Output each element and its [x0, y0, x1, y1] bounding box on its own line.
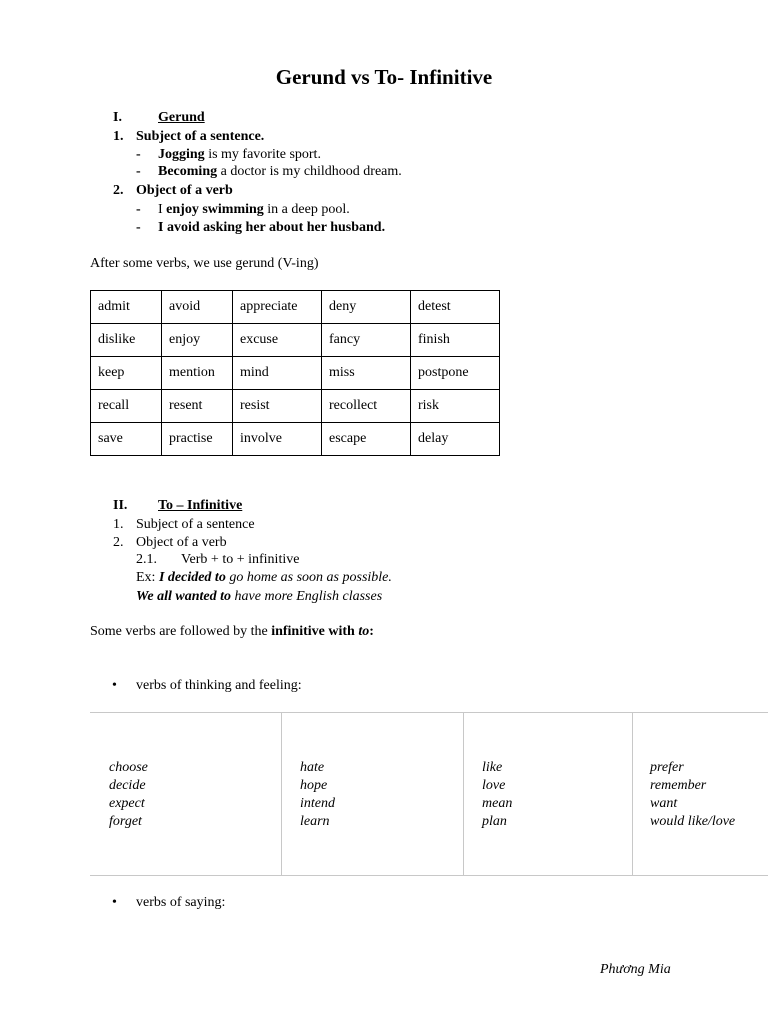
verb-column — [90, 713, 282, 875]
s1-ex1-dash: - — [136, 147, 141, 162]
footer-author: Phương Mia — [600, 962, 671, 977]
s1-item2-num: 2. — [113, 183, 124, 198]
s2-sub-num: 2.1. — [136, 552, 157, 567]
infinitive-intro-text: Some verbs are followed by the infinitive with to: — [90, 624, 374, 639]
table-cell: resent — [162, 390, 233, 423]
s2-item1-label: Subject of a sentence — [136, 517, 255, 532]
bullet-thinking-feeling: verbs of thinking and feeling: — [136, 678, 302, 693]
page-title: Gerund vs To- Infinitive — [275, 65, 493, 89]
section1-heading: Gerund — [158, 110, 205, 125]
s1-ex2: Becoming a doctor is my childhood dream. — [158, 164, 402, 179]
table-cell: escape — [322, 423, 411, 456]
table-cell: miss — [322, 357, 411, 390]
gerund-intro-text: After some verbs, we use gerund (V-ing) — [90, 256, 319, 271]
table-cell: postpone — [411, 357, 500, 390]
section2-heading: To – Infinitive — [158, 498, 243, 513]
verb-item: remember — [650, 778, 707, 793]
verb-item: decide — [109, 778, 146, 793]
table-cell: appreciate — [233, 291, 322, 324]
s2-item2-label: Object of a verb — [136, 535, 227, 550]
verb-item: like — [482, 760, 503, 775]
gerund-verbs-table — [90, 290, 500, 456]
s1-ex2-dash: - — [136, 164, 141, 179]
verb-item: forget — [109, 814, 142, 829]
table-cell: save — [91, 423, 162, 456]
verb-item: expect — [109, 796, 145, 811]
s1-item1-label: Subject of a sentence. — [136, 129, 265, 144]
table-cell: mention — [162, 357, 233, 390]
table-cell: risk — [411, 390, 500, 423]
verb-item: learn — [300, 814, 330, 829]
s1-ex3: I enjoy swimming in a deep pool. — [158, 202, 350, 217]
s1-ex4-dash: - — [136, 220, 141, 235]
s2-item1-num: 1. — [113, 517, 124, 532]
verb-item: would like/love — [650, 814, 736, 829]
s2-item2-num: 2. — [113, 535, 124, 550]
table-cell: delay — [411, 423, 500, 456]
s1-ex4: I avoid asking her about her husband. — [158, 220, 386, 235]
table-row — [91, 357, 500, 390]
verb-item: mean — [482, 796, 513, 811]
table-cell: detest — [411, 291, 500, 324]
table-row — [91, 390, 500, 423]
verb-item: hate — [300, 760, 325, 775]
table-cell: avoid — [162, 291, 233, 324]
verb-item: plan — [482, 814, 507, 829]
section1-numeral: I. — [113, 110, 122, 125]
s1-ex3-dash: - — [136, 202, 141, 217]
verb-item: intend — [300, 796, 335, 811]
bullet-saying: verbs of saying: — [136, 895, 226, 910]
verb-item: hope — [300, 778, 328, 793]
table-cell: dislike — [91, 324, 162, 357]
verb-item: prefer — [650, 760, 684, 775]
table-cell: recollect — [322, 390, 411, 423]
table-cell: practise — [162, 423, 233, 456]
table-cell: recall — [91, 390, 162, 423]
verb-item: love — [482, 778, 506, 793]
verb-column — [463, 713, 633, 875]
section2-numeral: II. — [113, 498, 128, 513]
verb-column — [632, 713, 768, 875]
s1-item2-label: Object of a verb — [136, 183, 233, 198]
verb-column — [281, 713, 464, 875]
infinitive-verbs-box — [90, 712, 768, 876]
verb-item: want — [650, 796, 678, 811]
s2-example-2: We all wanted to have more English classes — [136, 589, 383, 604]
table-row — [91, 324, 500, 357]
s1-item1-num: 1. — [113, 129, 124, 144]
table-cell: mind — [233, 357, 322, 390]
table-cell: admit — [91, 291, 162, 324]
table-cell: finish — [411, 324, 500, 357]
bullet-icon: • — [112, 678, 117, 693]
s2-sub-label: Verb + to + infinitive — [181, 552, 300, 567]
s1-ex1: Jogging is my favorite sport. — [158, 147, 321, 162]
table-cell: deny — [322, 291, 411, 324]
table-cell: excuse — [233, 324, 322, 357]
bullet-icon: • — [112, 895, 117, 910]
table-cell: enjoy — [162, 324, 233, 357]
table-cell: involve — [233, 423, 322, 456]
table-cell: keep — [91, 357, 162, 390]
verb-item: choose — [109, 760, 148, 775]
table-cell: resist — [233, 390, 322, 423]
table-cell: fancy — [322, 324, 411, 357]
table-row — [91, 423, 500, 456]
table-row — [91, 291, 500, 324]
s2-example-1: Ex: I decided to go home as soon as possible. — [136, 570, 392, 585]
